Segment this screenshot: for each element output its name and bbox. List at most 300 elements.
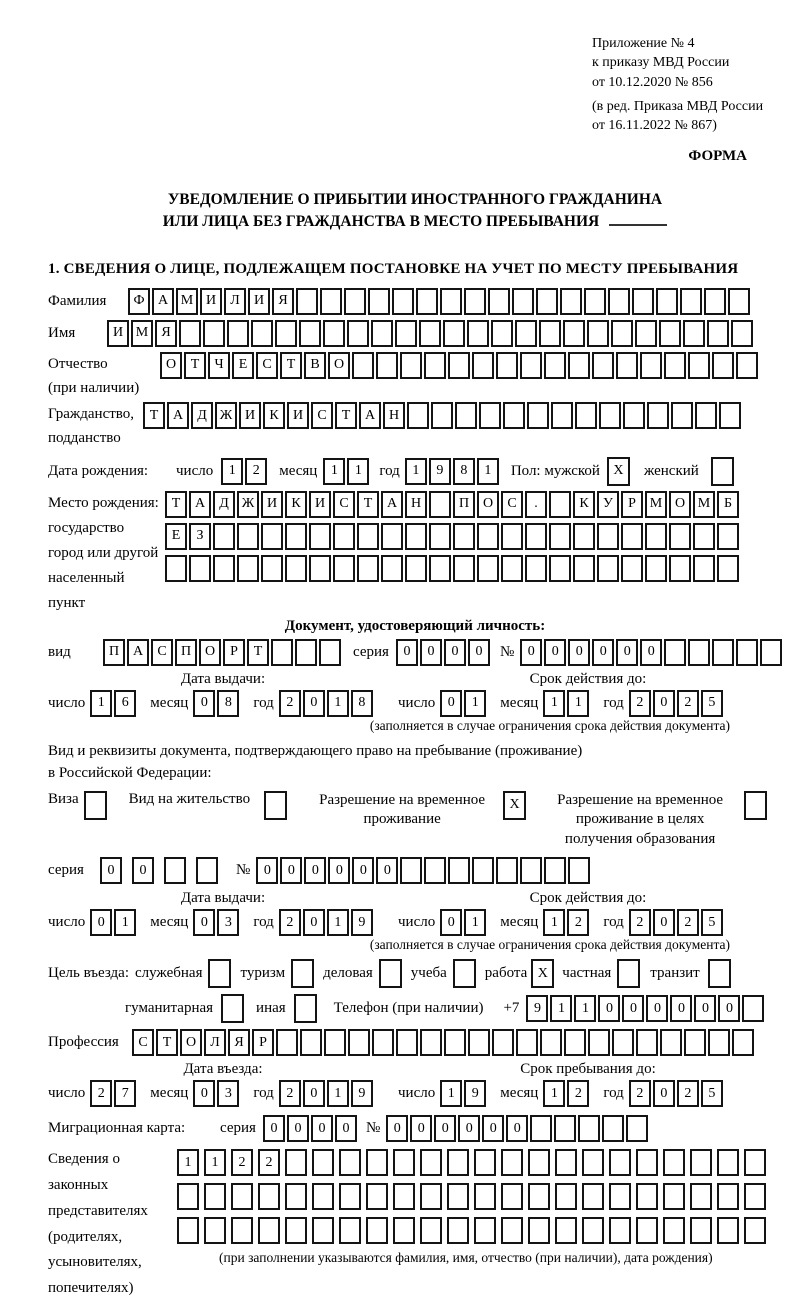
char-cell[interactable] [663,1217,685,1244]
char-cell[interactable] [597,555,619,582]
char-cell[interactable] [407,402,429,429]
char-cell[interactable]: 1 [464,909,486,936]
char-cell[interactable] [645,523,667,550]
char-cell[interactable] [597,523,619,550]
char-cell[interactable] [285,523,307,550]
char-cell[interactable] [227,320,249,347]
char-cell[interactable] [333,555,355,582]
char-cell[interactable]: Т [143,402,165,429]
char-cell[interactable] [333,523,355,550]
char-cell[interactable] [636,1029,658,1056]
char-cell[interactable] [467,320,489,347]
char-cell[interactable] [621,555,643,582]
char-cell[interactable]: 2 [279,909,301,936]
char-cell[interactable] [501,1183,523,1210]
char-cell[interactable]: Н [383,402,405,429]
char-cell[interactable]: 7 [114,1080,136,1107]
char-cell[interactable] [704,288,726,315]
char-cell[interactable] [492,1029,514,1056]
char-cell[interactable] [429,491,451,518]
char-cell[interactable]: 5 [701,1080,723,1107]
char-cell[interactable] [474,1217,496,1244]
char-cell[interactable]: Б [717,491,739,518]
char-cell[interactable] [621,523,643,550]
char-cell[interactable]: 1 [567,690,589,717]
char-cell[interactable] [189,555,211,582]
humanitarian-checkbox[interactable] [221,994,244,1023]
char-cell[interactable] [609,1183,631,1210]
char-cell[interactable] [177,1183,199,1210]
char-cell[interactable]: О [180,1029,202,1056]
char-cell[interactable]: 0 [410,1115,432,1142]
char-cell[interactable]: Л [224,288,246,315]
char-cell[interactable]: 2 [279,1080,301,1107]
char-cell[interactable]: К [285,491,307,518]
char-cell[interactable]: 1 [477,458,499,485]
char-cell[interactable] [588,1029,610,1056]
char-cell[interactable] [549,491,571,518]
char-cell[interactable] [213,523,235,550]
char-cell[interactable] [528,1217,550,1244]
residence-permit-checkbox[interactable] [264,791,287,820]
char-cell[interactable]: Н [405,491,427,518]
char-cell[interactable]: Я [228,1029,250,1056]
char-cell[interactable] [381,523,403,550]
char-cell[interactable] [468,1029,490,1056]
char-cell[interactable] [660,1029,682,1056]
char-cell[interactable] [405,555,427,582]
char-cell[interactable] [608,288,630,315]
char-cell[interactable] [736,352,758,379]
char-cell[interactable] [444,1029,466,1056]
char-cell[interactable] [717,1183,739,1210]
char-cell[interactable] [717,523,739,550]
char-cell[interactable]: 0 [193,690,215,717]
char-cell[interactable]: 1 [543,909,565,936]
char-cell[interactable] [203,320,225,347]
char-cell[interactable] [204,1183,226,1210]
char-cell[interactable] [285,555,307,582]
char-cell[interactable]: С [333,491,355,518]
char-cell[interactable]: 1 [550,995,572,1022]
char-cell[interactable]: Я [155,320,177,347]
char-cell[interactable] [549,555,571,582]
char-cell[interactable]: Е [165,523,187,550]
char-cell[interactable]: И [107,320,129,347]
char-cell[interactable] [688,352,710,379]
char-cell[interactable]: 0 [328,857,350,884]
char-cell[interactable]: 0 [396,639,418,666]
char-cell[interactable]: 6 [114,690,136,717]
char-cell[interactable]: 0 [193,1080,215,1107]
char-cell[interactable]: Я [272,288,294,315]
char-cell[interactable] [165,555,187,582]
char-cell[interactable]: М [645,491,667,518]
char-cell[interactable]: Д [213,491,235,518]
char-cell[interactable]: Ф [128,288,150,315]
char-cell[interactable] [312,1183,334,1210]
char-cell[interactable] [554,1115,576,1142]
char-cell[interactable]: 0 [335,1115,357,1142]
char-cell[interactable]: 0 [263,1115,285,1142]
char-cell[interactable]: 2 [279,690,301,717]
char-cell[interactable] [339,1183,361,1210]
work-checkbox[interactable]: X [531,959,554,988]
char-cell[interactable] [448,857,470,884]
char-cell[interactable]: О [160,352,182,379]
char-cell[interactable]: Ч [208,352,230,379]
char-cell[interactable] [708,1029,730,1056]
temp-residence-checkbox[interactable]: X [503,791,526,820]
char-cell[interactable] [419,320,441,347]
char-cell[interactable] [357,555,379,582]
char-cell[interactable] [323,320,345,347]
char-cell[interactable] [275,320,297,347]
char-cell[interactable]: 1 [323,458,345,485]
char-cell[interactable]: 0 [311,1115,333,1142]
char-cell[interactable]: 1 [327,909,349,936]
char-cell[interactable]: 1 [543,1080,565,1107]
char-cell[interactable] [563,320,585,347]
char-cell[interactable]: 9 [429,458,451,485]
char-cell[interactable]: А [167,402,189,429]
char-cell[interactable] [368,288,390,315]
tourism-checkbox[interactable] [291,959,314,988]
char-cell[interactable] [479,402,501,429]
char-cell[interactable] [285,1217,307,1244]
char-cell[interactable] [395,320,417,347]
char-cell[interactable] [707,320,729,347]
char-cell[interactable] [573,555,595,582]
char-cell[interactable] [731,320,753,347]
char-cell[interactable] [501,523,523,550]
visa-checkbox[interactable] [84,791,107,820]
char-cell[interactable]: О [328,352,350,379]
char-cell[interactable] [231,1183,253,1210]
char-cell[interactable] [347,320,369,347]
char-cell[interactable]: 0 [568,639,590,666]
char-cell[interactable] [474,1183,496,1210]
char-cell[interactable] [516,1029,538,1056]
char-cell[interactable] [525,555,547,582]
char-cell[interactable]: 0 [420,639,442,666]
char-cell[interactable]: Т [357,491,379,518]
char-cell[interactable] [732,1029,754,1056]
char-cell[interactable]: 0 [653,690,675,717]
char-cell[interactable]: И [287,402,309,429]
transit-checkbox[interactable] [708,959,731,988]
char-cell[interactable] [324,1029,346,1056]
char-cell[interactable] [295,639,317,666]
char-cell[interactable] [503,402,525,429]
char-cell[interactable]: 0 [544,639,566,666]
char-cell[interactable] [400,352,422,379]
char-cell[interactable] [196,857,218,884]
char-cell[interactable] [742,995,764,1022]
char-cell[interactable]: 0 [386,1115,408,1142]
char-cell[interactable] [472,352,494,379]
char-cell[interactable]: М [176,288,198,315]
char-cell[interactable]: С [151,639,173,666]
char-cell[interactable] [582,1217,604,1244]
char-cell[interactable]: Ж [237,491,259,518]
char-cell[interactable] [300,1029,322,1056]
char-cell[interactable] [688,639,710,666]
char-cell[interactable] [555,1217,577,1244]
char-cell[interactable]: 0 [468,639,490,666]
char-cell[interactable] [527,402,549,429]
char-cell[interactable] [405,523,427,550]
char-cell[interactable] [344,288,366,315]
char-cell[interactable] [626,1115,648,1142]
char-cell[interactable] [420,1029,442,1056]
char-cell[interactable] [348,1029,370,1056]
char-cell[interactable]: С [256,352,278,379]
char-cell[interactable]: К [263,402,285,429]
char-cell[interactable]: Ж [215,402,237,429]
char-cell[interactable] [555,1183,577,1210]
char-cell[interactable] [309,555,331,582]
char-cell[interactable]: 0 [100,857,122,884]
char-cell[interactable] [299,320,321,347]
char-cell[interactable]: А [127,639,149,666]
char-cell[interactable]: 0 [440,690,462,717]
char-cell[interactable]: 0 [718,995,740,1022]
char-cell[interactable]: И [261,491,283,518]
char-cell[interactable]: 0 [646,995,668,1022]
char-cell[interactable] [717,555,739,582]
char-cell[interactable]: 2 [258,1149,280,1176]
char-cell[interactable] [179,320,201,347]
char-cell[interactable] [693,523,715,550]
char-cell[interactable] [477,555,499,582]
char-cell[interactable] [393,1183,415,1210]
char-cell[interactable]: 1 [405,458,427,485]
char-cell[interactable]: 0 [352,857,374,884]
char-cell[interactable] [448,352,470,379]
char-cell[interactable]: 2 [629,909,651,936]
char-cell[interactable] [261,555,283,582]
char-cell[interactable]: 0 [444,639,466,666]
char-cell[interactable]: М [693,491,715,518]
char-cell[interactable] [587,320,609,347]
char-cell[interactable]: 8 [351,690,373,717]
char-cell[interactable] [276,1029,298,1056]
char-cell[interactable]: 2 [677,909,699,936]
char-cell[interactable]: 2 [629,690,651,717]
char-cell[interactable] [528,1183,550,1210]
char-cell[interactable]: Т [165,491,187,518]
char-cell[interactable] [636,1183,658,1210]
char-cell[interactable] [669,555,691,582]
char-cell[interactable] [671,402,693,429]
char-cell[interactable]: О [669,491,691,518]
char-cell[interactable] [213,555,235,582]
char-cell[interactable] [645,555,667,582]
char-cell[interactable]: . [525,491,547,518]
char-cell[interactable]: Р [621,491,643,518]
char-cell[interactable] [525,523,547,550]
char-cell[interactable]: С [132,1029,154,1056]
char-cell[interactable]: 1 [177,1149,199,1176]
char-cell[interactable] [371,320,393,347]
char-cell[interactable] [366,1217,388,1244]
char-cell[interactable] [488,288,510,315]
char-cell[interactable] [396,1029,418,1056]
official-checkbox[interactable] [208,959,231,988]
char-cell[interactable] [578,1115,600,1142]
char-cell[interactable] [609,1217,631,1244]
char-cell[interactable]: 0 [458,1115,480,1142]
char-cell[interactable] [656,288,678,315]
char-cell[interactable] [560,288,582,315]
char-cell[interactable] [635,320,657,347]
char-cell[interactable] [584,288,606,315]
char-cell[interactable]: 0 [592,639,614,666]
char-cell[interactable] [312,1217,334,1244]
char-cell[interactable] [376,352,398,379]
char-cell[interactable]: И [239,402,261,429]
char-cell[interactable] [530,1115,552,1142]
char-cell[interactable] [690,1183,712,1210]
char-cell[interactable]: 9 [351,1080,373,1107]
char-cell[interactable] [744,1183,766,1210]
char-cell[interactable]: 0 [303,690,325,717]
char-cell[interactable] [320,288,342,315]
char-cell[interactable]: Т [184,352,206,379]
char-cell[interactable] [575,402,597,429]
char-cell[interactable]: 0 [440,909,462,936]
char-cell[interactable] [453,555,475,582]
char-cell[interactable] [551,402,573,429]
temp-residence-edu-checkbox[interactable] [744,791,767,820]
char-cell[interactable]: О [477,491,499,518]
char-cell[interactable] [447,1183,469,1210]
char-cell[interactable] [564,1029,586,1056]
char-cell[interactable] [392,288,414,315]
char-cell[interactable]: 0 [482,1115,504,1142]
char-cell[interactable]: 1 [543,690,565,717]
char-cell[interactable] [296,288,318,315]
char-cell[interactable]: В [304,352,326,379]
char-cell[interactable] [400,857,422,884]
char-cell[interactable]: 1 [221,458,243,485]
char-cell[interactable]: У [597,491,619,518]
char-cell[interactable] [477,523,499,550]
char-cell[interactable]: Л [204,1029,226,1056]
char-cell[interactable]: Е [232,352,254,379]
char-cell[interactable]: И [200,288,222,315]
char-cell[interactable] [717,1217,739,1244]
other-purpose-checkbox[interactable] [294,994,317,1023]
char-cell[interactable] [440,288,462,315]
char-cell[interactable] [464,288,486,315]
char-cell[interactable] [612,1029,634,1056]
char-cell[interactable]: А [359,402,381,429]
char-cell[interactable]: И [248,288,270,315]
char-cell[interactable]: О [199,639,221,666]
char-cell[interactable]: Т [335,402,357,429]
char-cell[interactable]: 0 [303,1080,325,1107]
char-cell[interactable]: 1 [440,1080,462,1107]
char-cell[interactable]: 2 [231,1149,253,1176]
char-cell[interactable] [599,402,621,429]
char-cell[interactable] [664,352,686,379]
char-cell[interactable] [582,1183,604,1210]
char-cell[interactable] [663,1183,685,1210]
char-cell[interactable] [455,402,477,429]
char-cell[interactable] [539,320,561,347]
char-cell[interactable] [429,523,451,550]
char-cell[interactable]: Т [247,639,269,666]
char-cell[interactable]: 1 [347,458,369,485]
char-cell[interactable] [319,639,341,666]
char-cell[interactable] [501,1217,523,1244]
char-cell[interactable] [429,555,451,582]
char-cell[interactable]: 8 [453,458,475,485]
char-cell[interactable] [602,1115,624,1142]
char-cell[interactable] [177,1217,199,1244]
char-cell[interactable]: 1 [327,690,349,717]
char-cell[interactable] [719,402,741,429]
char-cell[interactable]: 3 [217,909,239,936]
char-cell[interactable]: С [501,491,523,518]
char-cell[interactable]: Т [156,1029,178,1056]
char-cell[interactable] [515,320,537,347]
char-cell[interactable]: 0 [256,857,278,884]
char-cell[interactable]: 9 [351,909,373,936]
char-cell[interactable] [659,320,681,347]
char-cell[interactable] [393,1217,415,1244]
char-cell[interactable]: П [175,639,197,666]
char-cell[interactable]: 0 [90,909,112,936]
char-cell[interactable] [640,352,662,379]
char-cell[interactable] [420,1183,442,1210]
char-cell[interactable] [447,1217,469,1244]
char-cell[interactable]: 0 [640,639,662,666]
char-cell[interactable] [568,857,590,884]
char-cell[interactable] [496,352,518,379]
char-cell[interactable] [712,352,734,379]
char-cell[interactable] [680,288,702,315]
char-cell[interactable]: П [453,491,475,518]
char-cell[interactable]: С [311,402,333,429]
char-cell[interactable]: 2 [90,1080,112,1107]
char-cell[interactable] [573,523,595,550]
char-cell[interactable]: 1 [574,995,596,1022]
char-cell[interactable] [623,402,645,429]
female-checkbox[interactable] [711,457,734,486]
char-cell[interactable] [520,857,542,884]
char-cell[interactable]: 0 [303,909,325,936]
char-cell[interactable] [237,523,259,550]
char-cell[interactable]: 1 [90,690,112,717]
char-cell[interactable]: Р [223,639,245,666]
char-cell[interactable]: 2 [629,1080,651,1107]
char-cell[interactable] [536,288,558,315]
char-cell[interactable]: Д [191,402,213,429]
char-cell[interactable] [544,352,566,379]
char-cell[interactable] [683,320,705,347]
char-cell[interactable]: 9 [526,995,548,1022]
char-cell[interactable]: А [152,288,174,315]
char-cell[interactable]: 0 [622,995,644,1022]
char-cell[interactable] [339,1217,361,1244]
char-cell[interactable]: 1 [204,1149,226,1176]
char-cell[interactable]: Т [280,352,302,379]
char-cell[interactable] [472,857,494,884]
char-cell[interactable] [453,523,475,550]
